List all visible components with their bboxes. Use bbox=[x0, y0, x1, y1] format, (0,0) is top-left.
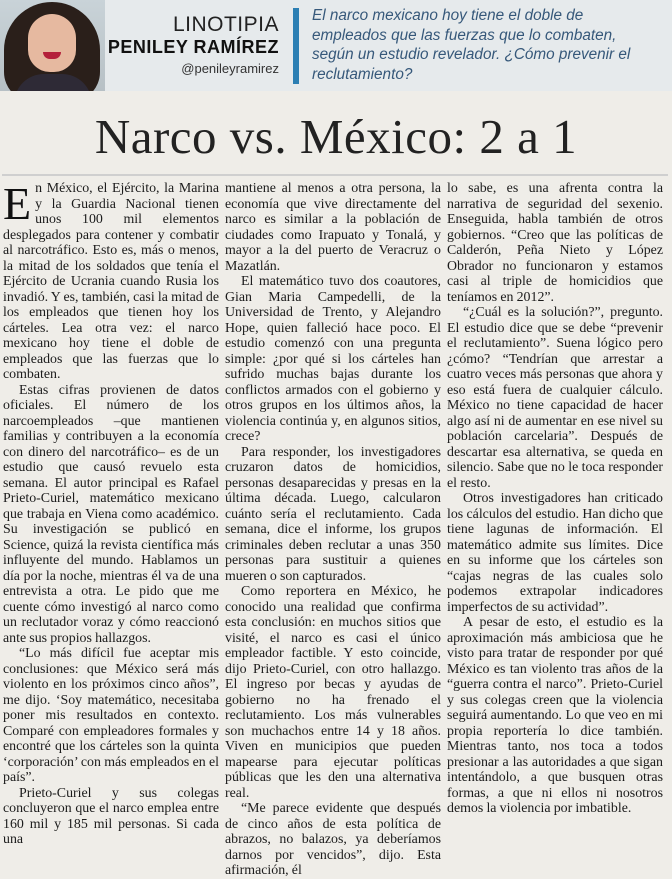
column-header bbox=[0, 0, 672, 91]
paragraph: Para responder, los investigadores cruzaron datos de homicidios, personas desaparecidas y presas en la última década. Luego, calcularon cuánto sería el reclutamiento. Cada semana, dice el informe, los grupos criminales deben reclutar a unas 350 personas para sustituir a quienes mueren o son capturados. bbox=[225, 444, 441, 584]
article-column-1 bbox=[3, 178, 219, 848]
accent-divider bbox=[293, 8, 299, 84]
author-name: PENILEY RAMÍREZ bbox=[107, 37, 279, 57]
paragraph: mantiene al menos a otra persona, la economía que vive directamente del narco es similar a la población de ciudades como Irapuato y Tonalá, y mayor a la del puerto de Veracruz o Mazatlán. bbox=[225, 181, 441, 274]
paragraph: Como reportera en México, he conocido una realidad que confirma esta conclusión: en muchos sitios que visité, el narco es casi el único empleador factible. Y esto coincide, dijo Prieto-Curiel, con otro hallazgo. El ingreso por becas y ayudas de gobierno no ha frenado el reclutamiento. Los más vulnerables son muchachos entre 14 y 18 años. Viven en municipios que pueden mapearse para ejecutar políticas públicas que les den una alternativa real. bbox=[225, 584, 441, 801]
paragraph: Otros investigadores han criticado los cálculos del estudio. Han dicho que tiene lagunas de información. El matemático admite sus límites. Dice en su informe que los cárteles son “cajas negras de las cuales solo podemos extrapolar indicadores imperfectos de su actividad”. bbox=[447, 491, 663, 615]
paragraph: El matemático tuvo dos coautores, Gian Maria Campedelli, de la Universidad de Trento, y Alejandro Hope, quien falleció hace poco. El estudio comenzó con una pregunta simple: ¿por qué si los cárteles han sufrido muchas bajas durante los conflictos armados con el gobierno y otros grupos en los últimos años, la violencia continúa y, en algunos sitios, crece? bbox=[225, 274, 441, 444]
author-handle: @penileyramirez bbox=[181, 61, 279, 76]
paragraph: Prieto-Curiel y sus colegas concluyeron que el narco emplea entre 160 mil y 185 mil personas. Si cada una bbox=[3, 785, 219, 847]
paragraph: En México, el Ejército, la Marina y la Guardia Nacional tienen unos 100 mil elementos desplegados para contener y combatir al narcotráfico. Esto es, más o menos, la mitad de los soldados que tenía el Ejército de Ucrania cuando Rusia los invadió. Y es, también, casi la mitad de los empleados que tienen hoy los cárteles. Lea otra vez: el narco mexicano hoy tiene el doble de empleados que las fuerzas que lo combaten. bbox=[3, 178, 219, 382]
column-kicker: LINOTIPIA bbox=[172, 13, 279, 36]
article-headline: Narco vs. México: 2 a 1 bbox=[94, 109, 578, 164]
paragraph: Estas cifras provienen de datos oficiales. El número de los narcoempleados –que mantienen familias y contribuyen a la economía con dinero del narcotráfico– es de un estudio que causó revuelo esta semana. El autor principal es Rafael Prieto-Curiel, matemático mexicano que trabaja en Viena como académico. Su investigación se publicó en Science, quizá la revista científica más influyente del mundo. Hablamos un día por la noche, mientras él va de una entrevista a otra. Le pido que me cuente cómo investigó al narco como un reclutador voraz y cómo reaccionó ante sus propios hallazgos. bbox=[3, 382, 219, 646]
article-column-3 bbox=[447, 181, 663, 817]
article-deck: El narco mexicano hoy tiene el doble de empleados que las fuerzas que lo combaten, según un estudio revelador. ¿Cómo prevenir el reclutamiento? bbox=[312, 7, 631, 83]
paragraph: “Me parece evidente que después de cinco años de esta política de abrazos, no balazos, ya deberíamos darnos por vencidos”, dijo. Esta afirmación, él bbox=[225, 801, 441, 878]
drop-cap: E bbox=[3, 178, 32, 229]
article-column-2 bbox=[225, 181, 441, 879]
headline-rule bbox=[2, 174, 668, 176]
byline bbox=[105, 0, 293, 91]
author-portrait bbox=[0, 0, 105, 91]
paragraph: lo sabe, es una afrenta contra la narrativa de seguridad del sexenio. Enseguida, habla también de otros gobiernos. “Creo que las políticas de Calderón, Peña Nieto y López Obrador no funcionaron y estamos casi al triple de homicidios que teníamos en 2012”. bbox=[447, 181, 663, 305]
paragraph: “Lo más difícil fue aceptar mis conclusiones: que México será más violento en los próximos cinco años”, me dijo. ‘Soy matemático, necesitaba poner mis resultados en contexto. Comparé con empleadores formales y encontré que los cárteles son la quinta ‘corporación’ con más empleados en el país”. bbox=[3, 646, 219, 785]
paragraph: A pesar de esto, el estudio es la aproximación más ambiciosa que he visto para tratar de responder por qué México es tan violento tras años de la “guerra contra el narco”. Prieto-Curiel y sus colegas creen que la violencia seguirá aumentando. Lo que veo en mi propia reportería lo dice también. Mientras tanto, nos toca a todos presionar a las autoridades a que sigan intentándolo, a que busquen otras formas, a que ni ellos ni nosotros demos la violencia por imbatible. bbox=[447, 615, 663, 816]
paragraph: “¿Cuál es la solución?”, pregunto. El estudio dice que se debe “prevenir el reclutamiento”. Suena lógico pero ¿cómo? “Tendrían que arrestar a cuatro veces más personas que ahora y eso está fuera de cualquier cálculo. México no tiene capacidad de hacer algo así ni de aumentar en ese nivel su población carcelaria”. Después de descartar esa alternativa, se queda en silencio. Sabe que no le toca responder el resto. bbox=[447, 305, 663, 491]
